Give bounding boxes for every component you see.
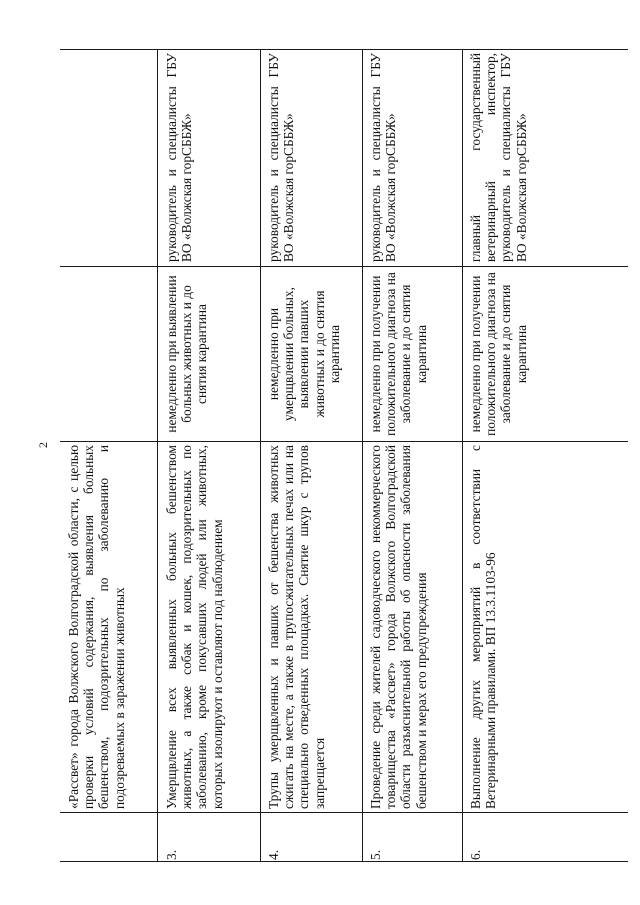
- row-5-number: 5.: [368, 849, 383, 860]
- row-5-responsible: руководитель и специалисты ГБУ ВО «Волжская горСББЖ»: [368, 53, 399, 262]
- row-6-description: Выполнение других мероприятий в соответствии с Ветеринарными правилами. ВП 13.3.1103-96: [468, 445, 499, 809]
- page-number: 2: [36, 442, 50, 448]
- row-3-number: 3.: [164, 849, 179, 860]
- table-left-border: [60, 861, 628, 862]
- table-divider-description: [60, 441, 628, 442]
- row-separator: [260, 49, 261, 862]
- row-5-deadline: немедленно при получении положительного диагноза на заболевание и до снятия карантина: [368, 272, 429, 436]
- row-separator: [157, 49, 158, 862]
- table-row-continuation-description: «Рассвет» города Волжского Волгоградской области, с целью проверки условий содержания, выявления больных бешенством, подозрительных по заболеванию и подозреваемых в заражении животных: [66, 445, 127, 809]
- row-6-number: 6.: [468, 849, 483, 860]
- row-3-deadline: немедленно при выявлении больных животных и до снятия карантина: [164, 275, 210, 433]
- table-right-border: [60, 49, 628, 50]
- row-4-responsible: руководитель и специалисты ГБУ ВО «Волжская горСББЖ»: [266, 53, 297, 262]
- row-3-description: Умерщвление всех выявленных больных бешенством животных, а также собак и кошек, подозрительных по заболеванию, кроме покусавших людей или животных, которых изолируют и оставляют под наблюдением: [164, 445, 225, 809]
- table-divider-number: [60, 812, 628, 813]
- row-4-deadline: немедленно при умерщвлении больных, выявлении павших животных и до снятия карантина: [266, 287, 342, 421]
- row-separator: [462, 49, 463, 862]
- row-3-responsible: руководитель и специалисты ГБУ ВО «Волжская горСББЖ»: [164, 53, 195, 262]
- row-separator: [362, 49, 363, 862]
- row-4-description: Трупы умерщвленных и павших от бешенства животных сжигать на месте, а также в трупосжигательных печах или на специально отведенных площадках. Снятие шкур с трупов запрещается: [266, 445, 327, 809]
- row-4-number: 4.: [266, 849, 281, 860]
- row-6-responsible: главный государственный ветеринарный инспектор, руководитель и специалисты ГБУ ВО «Волжская горСББЖ»: [468, 53, 529, 262]
- row-6-deadline: немедленно при получении положительного диагноза на заболевание и до снятия карантина: [468, 272, 529, 436]
- row-5-description: Проведение среди жителей садоводческого некоммерческого товарищества «Рассвет» города Волжского Волгоградской области разъяснительной работы об опасности заболевания бешенством и мерах его предупреждения: [368, 445, 429, 809]
- table-divider-deadline: [60, 266, 628, 267]
